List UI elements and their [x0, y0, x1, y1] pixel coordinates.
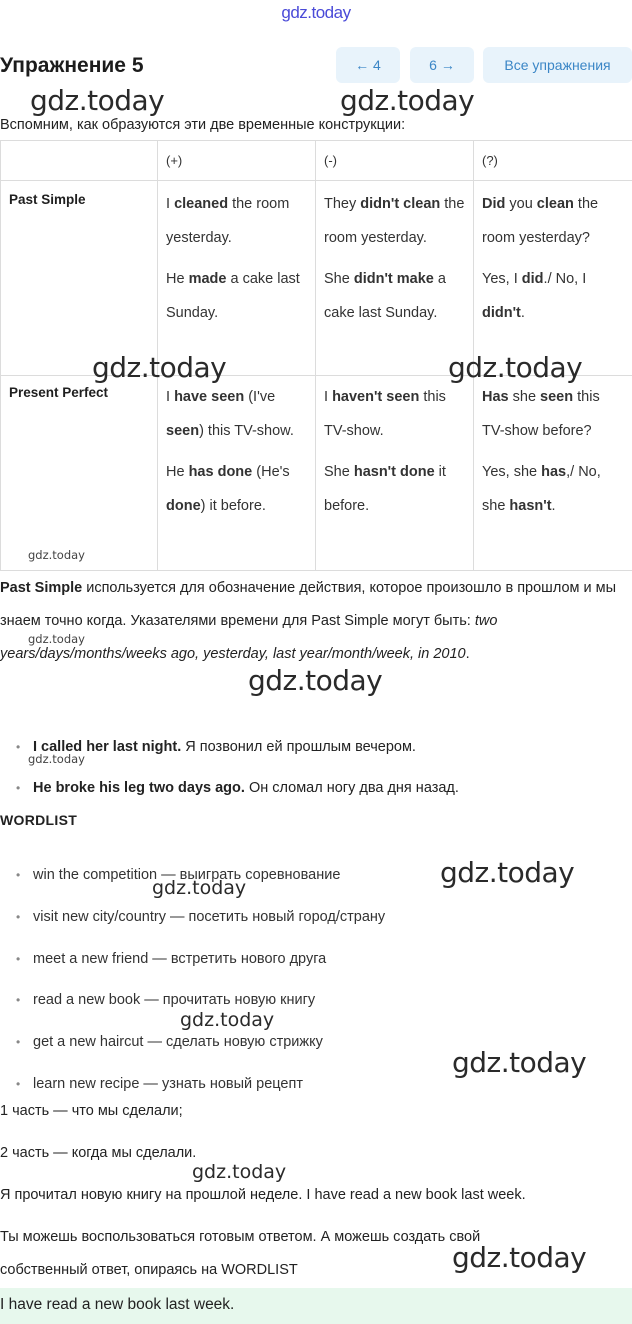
text-fragment: (I've [244, 389, 276, 405]
example-ru: Я позвонил ей прошлым вечером. [181, 739, 416, 755]
answer-box [0, 1288, 632, 1324]
text-fragment: She [324, 464, 354, 480]
text-fragment: He [166, 464, 189, 480]
watermark: gdz.today [192, 1161, 287, 1183]
note-hint-line2: собственный ответ, опираясь на WORDLIST [0, 1262, 298, 1278]
text-fragment: this TV-show before? [482, 389, 600, 439]
watermark: gdz.today [340, 84, 475, 117]
table-row [1, 181, 632, 376]
bold-fragment: Did [482, 196, 506, 212]
text-fragment: ) it before. [200, 498, 266, 514]
table-header-cell: (?) [474, 141, 632, 181]
bold-fragment: didn't [482, 305, 521, 321]
bold-fragment: made [188, 271, 227, 287]
exercise-title: Упражнение 5 [0, 54, 144, 77]
bold-fragment: didn't make [353, 271, 434, 287]
next-exercise-button[interactable]: 6 → [410, 47, 474, 83]
cell-line [166, 380, 307, 448]
table-header-cell [1, 141, 158, 181]
bold-fragment: have seen [174, 389, 245, 405]
text-fragment: . [551, 498, 556, 514]
bold-fragment: haven't seen [332, 389, 420, 405]
cell-line [166, 187, 307, 255]
list-item: • visit new city/country — посетить новый город/страну [16, 897, 385, 939]
explanation-paragraph [0, 572, 632, 671]
tense-table [0, 140, 632, 571]
bold-fragment: seen [540, 389, 574, 405]
cell-line [166, 455, 307, 523]
text-fragment: He [166, 271, 189, 287]
table-header-cell: (-) [316, 141, 474, 181]
note-example: Я прочитал новую книгу на прошлой неделе. I have read a new book last week. [0, 1187, 526, 1203]
cell-line [482, 380, 624, 448]
watermark: gdz.today [28, 548, 85, 562]
cell-line [482, 455, 624, 523]
site-logo[interactable]: gdz.today [281, 3, 351, 22]
bold-fragment: did [521, 271, 544, 287]
bold-fragment: hasn't done [353, 464, 435, 480]
list-item: • win the competition — выиграть соревнование [16, 855, 385, 897]
bold-fragment: clean [536, 196, 574, 212]
text-fragment: the room yesterday. [166, 196, 290, 246]
list-item [16, 768, 459, 809]
example-en: I called her last night. [33, 739, 182, 755]
text-fragment: I [166, 196, 175, 212]
table-cell [474, 181, 632, 376]
wordlist [16, 855, 385, 1106]
text-fragment: . [543, 271, 548, 287]
text-fragment: she [508, 389, 541, 405]
text-fragment: ,/ No, she [482, 464, 601, 514]
row-label: Past Simple [1, 181, 158, 376]
text-fragment: I [166, 389, 175, 405]
bold-fragment: done [166, 498, 201, 514]
bold-fragment: seen [166, 423, 200, 439]
table-cell [316, 376, 474, 571]
list-item: • learn new recipe — узнать новый рецепт [16, 1064, 385, 1106]
text-fragment: I [324, 389, 333, 405]
watermark: gdz.today [452, 1241, 587, 1274]
table-cell [316, 181, 474, 376]
note-part1: 1 часть — что мы сделали; [0, 1103, 183, 1119]
explanation-text: используется для обозначение действия, которое произошло в прошлом и мы знаем точно когда. Указателями времени для Past Simple могут быть: [0, 580, 617, 629]
cell-line [324, 380, 465, 448]
watermark: gdz.today [92, 351, 227, 384]
table-header-row [1, 141, 632, 181]
example-en: He broke his leg two days ago. [33, 780, 245, 796]
bold-fragment: has [541, 464, 567, 480]
answer-text: I have read a new book last week. [0, 1296, 235, 1313]
list-item: • read a new book — прочитать новую книгу [16, 980, 385, 1022]
text-fragment: (He's [252, 464, 290, 480]
bold-fragment: hasn't [509, 498, 552, 514]
text-fragment: a cake last Sunday. [324, 271, 446, 321]
text-fragment: the room yesterday? [482, 196, 599, 246]
example-ru: Он сломал ногу два дня назад. [244, 780, 459, 796]
intro-text: Вспомним, как образуются эти две временные конструкции: [0, 117, 406, 133]
table-cell [158, 181, 316, 376]
bold-fragment: has done [188, 464, 253, 480]
text-fragment: Yes, I [482, 271, 522, 287]
watermark: gdz.today [248, 664, 383, 697]
all-exercises-button[interactable]: Все упражнения [483, 47, 632, 83]
cell-line [482, 262, 624, 330]
text-fragment: She [324, 271, 354, 287]
examples-list [16, 727, 459, 809]
row-label: Present Perfect [1, 376, 158, 571]
wordlist-heading: WORDLIST [0, 812, 78, 828]
table-row [1, 376, 632, 571]
note-part2: 2 часть — когда мы сделали. [0, 1145, 197, 1161]
watermark: gdz.today [28, 752, 85, 766]
time-markers: two years/days/months/weeks ago, yesterday, last year/month/week, in 2010 [0, 613, 498, 662]
watermark: gdz.today [452, 1046, 587, 1079]
watermark: gdz.today [28, 632, 85, 646]
table-header-cell: (+) [158, 141, 316, 181]
text-fragment: this TV-show. [324, 389, 446, 439]
bold-fragment: cleaned [174, 196, 229, 212]
text-fragment: a cake last Sunday. [166, 271, 300, 321]
list-item [16, 727, 459, 768]
text-fragment: you [505, 196, 537, 212]
watermark: gdz.today [180, 1009, 275, 1031]
bold-fragment: Has [482, 389, 509, 405]
cell-line [324, 187, 465, 255]
text-fragment: the room yesterday. [324, 196, 465, 246]
list-item: • meet a new friend — встретить нового друга [16, 939, 385, 981]
watermark: gdz.today [448, 351, 583, 384]
cell-line [166, 262, 307, 330]
cell-line [324, 455, 465, 523]
text-fragment: Yes, she [482, 464, 542, 480]
text-fragment: . [520, 305, 525, 321]
watermark: gdz.today [152, 877, 247, 899]
table-cell [158, 376, 316, 571]
note-hint-line1: Ты можешь воспользоваться готовым ответом. А можешь создать свой [0, 1229, 481, 1245]
bold-fragment: didn't clean [360, 196, 441, 212]
watermark: gdz.today [440, 856, 575, 889]
text-fragment: They [324, 196, 361, 212]
table-cell [474, 376, 632, 571]
text-fragment: ) this TV-show. [199, 423, 294, 439]
list-item: • get a new haircut — сделать новую стрижку [16, 1022, 385, 1064]
text-fragment: it before. [324, 464, 446, 514]
cell-line [482, 187, 624, 255]
watermark: gdz.today [30, 84, 165, 117]
explanation-term: Past Simple [0, 580, 83, 596]
explanation-end: . [465, 646, 470, 662]
cell-line [324, 262, 465, 330]
text-fragment: / No, I [547, 271, 587, 287]
prev-exercise-button[interactable]: ← 4 [336, 47, 400, 83]
